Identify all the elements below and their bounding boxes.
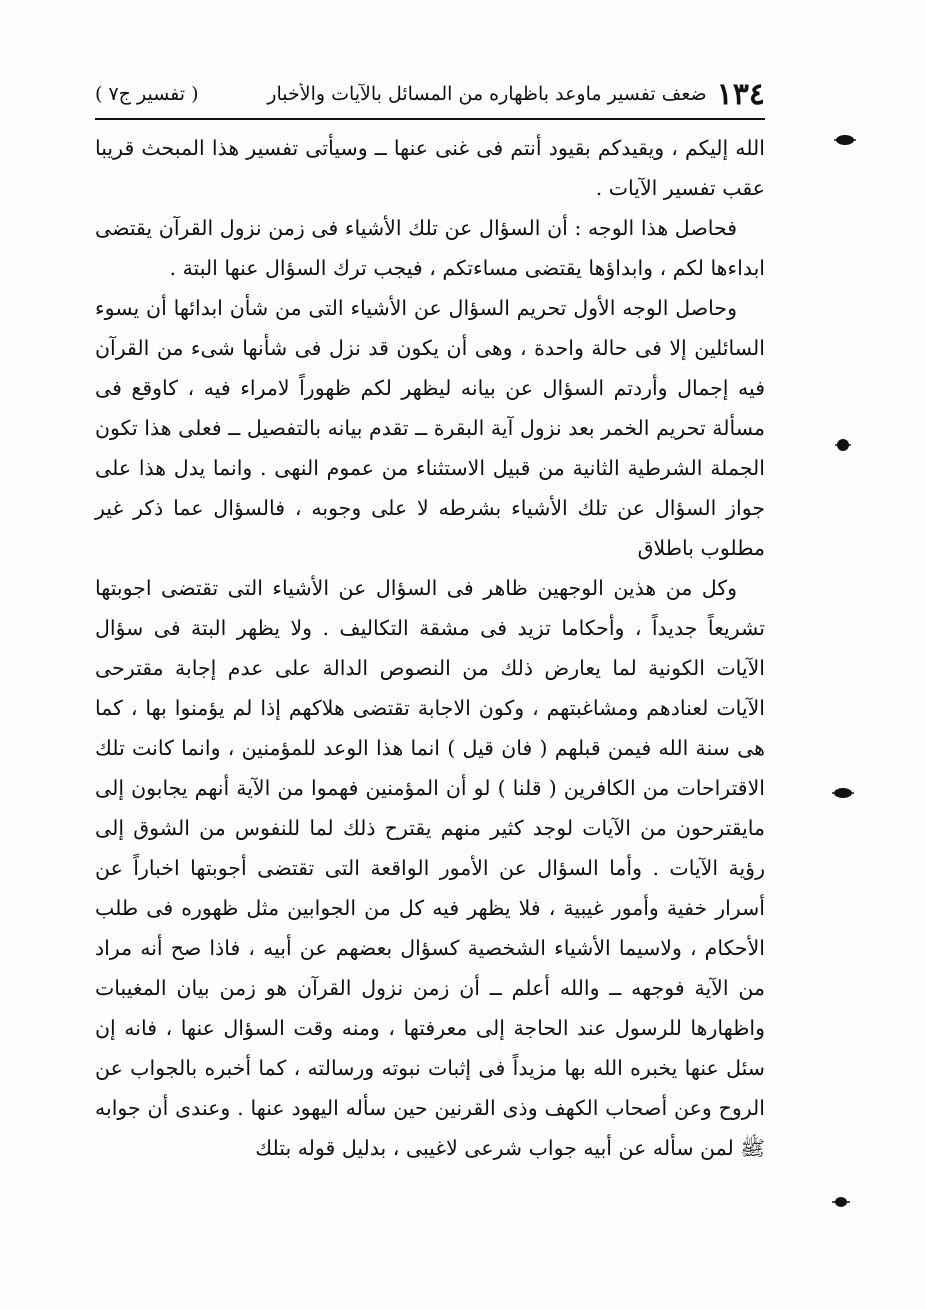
page-number: ١٣٤ — [716, 76, 765, 112]
page-header — [95, 70, 765, 120]
paragraph: الله إليكم ، ويقيدكم بقيود أنتم فى غنى عنها ــ وسيأتى تفسير هذا المبحث قريبا عقب تفسير الآيات . — [95, 136, 765, 200]
body-text — [95, 128, 765, 1278]
margin-mark-icon — [832, 786, 854, 800]
paragraph: وحاصل الوجه الأول تحريم السؤال عن الأشياء التى من شأن ابدائها أن يسوء السائلين إلا فى حالة واحدة ، وهى أن يكون قد نزل فى شأنها شىء من القرآن فيه إجمال وأردتم السؤال عن بيانه ليظهر لكم ظهوراً لامراء فيه ، كاوقع فى مسألة تحريم الخمر بعد نزول آية البقرة ــ تقدم بيانه بالتفصيل ــ فعلى هذا تكون الجملة الشرطية الثانية من قبيل الاستثناء من عموم النهى . وانما يدل هذا على جواز السؤال عن تلك الأشياء بشرطه لا على وجوبه ، فالسؤال عما ذكر غير مطلوب باطلاق — [95, 296, 765, 560]
paragraph: وكل من هذين الوجهين ظاهر فى السؤال عن الأشياء التى تقتضى اجوبتها تشريعاً جديداً ، وأحكاما تزيد فى مشقة التكاليف . ولا يظهر البتة فى سؤال الآيات الكونية لما يعارض ذلك من النصوص الدالة على عدم إجابة مقترحى الآيات لعنادهم ومشاغبتهم ، وكون الاجابة تقتضى هلاكهم إذا لم يؤمنوا بها ، كما هى سنة الله فيمن قبلهم ( فان قيل ) انما هذا الوعد للمؤمنين ، وانما كانت تلك الاقتراحات من الكافرين ( قلنا ) لو أن المؤمنين فهموا من الآية أنهم يجابون إلى مايقترحون من الآيات لوجد كثير منهم يقترح ذلك لما للنفوس من الشوق إلى رؤية الآيات . وأما السؤال عن الأمور الواقعة التى تقتضى أجوبتها اخباراً عن أسرار خفية وأمور غيبية ، فلا يظهر فيه كل من الجوابين مثل ظهوره فى طلب الأحكام ، ولاسيما الأشياء الشخصية كسؤال بعضهم عن أبيه ، فاذا صح أنه مراد من الآية فوجهه ــ والله أعلم ــ أن زمن نزول القرآن هو زمن بيان المغيبات واظهارها للرسول عند الحاجة إلى معرفتها ، ومنه وقت السؤال عنها ، فانه إن سئل عنها يخبره الله بها مزيداً فى إثبات نبوته ورسالته ، كما أخبره بالجواب عن الروح وعن أصحاب الكهف وذى القرنين حين سأله اليهود عنها . وعندى أن جوابه ﷺ لمن سأله عن أبيه جواب شرعى لاغيبى ، بدليل قوله بتلك — [95, 576, 765, 1160]
margin-mark-icon — [832, 438, 854, 452]
margin-mark-icon — [830, 1195, 852, 1209]
book-reference: ( تفسير ج٧ ) — [95, 83, 199, 105]
running-title: ضعف تفسير ماوعد باظهاره من المسائل بالآيات والأخبار — [267, 83, 707, 105]
paragraph: فحاصل هذا الوجه : أن السؤال عن تلك الأشياء فى زمن نزول القرآن يقتضى ابداءها لكم ، وابداؤها يقتضى مساءتكم ، فيجب ترك السؤال عنها البتة . — [95, 216, 765, 280]
margin-mark-icon — [834, 133, 856, 147]
